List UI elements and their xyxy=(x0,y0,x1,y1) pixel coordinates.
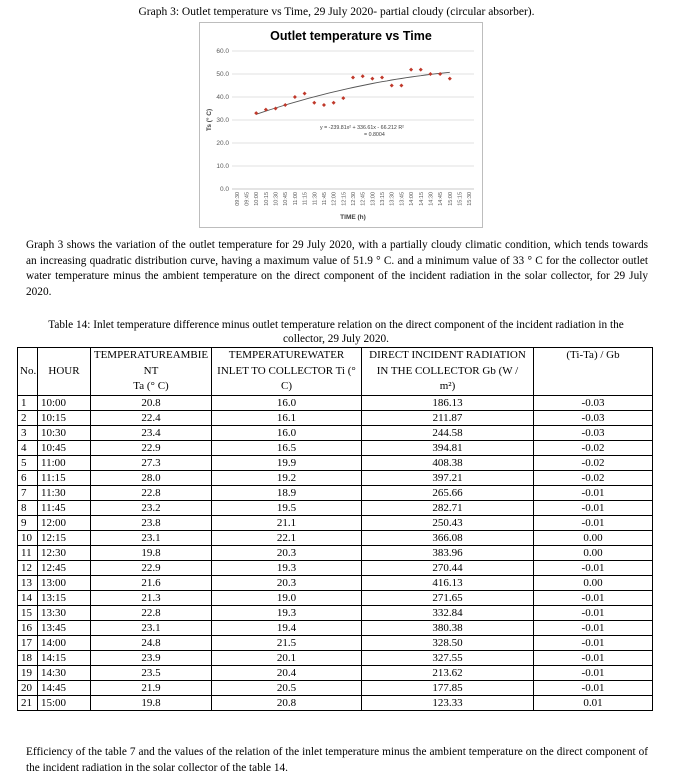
x-tick-label: 13:15 xyxy=(380,192,387,206)
header-hour: HOUR xyxy=(38,348,91,396)
row-number: 10 xyxy=(18,530,38,545)
table-row xyxy=(18,560,653,575)
row-number: 9 xyxy=(18,515,38,530)
row-inlet-temp: 16.0 xyxy=(212,425,362,440)
row-ratio: 0.00 xyxy=(534,575,653,590)
row-direct-radiation: 244.58 xyxy=(362,425,534,440)
data-point xyxy=(438,72,442,76)
table-row xyxy=(18,665,653,680)
header-ambient-temp: TEMPERATUREAMBIE NT Ta (° C) xyxy=(91,348,212,396)
y-tick-label: 20.0 xyxy=(216,140,229,147)
row-number: 16 xyxy=(18,620,38,635)
x-tick-label: 15:15 xyxy=(457,192,464,206)
data-point xyxy=(322,103,326,107)
row-inlet-temp: 19.3 xyxy=(212,605,362,620)
table-row xyxy=(18,530,653,545)
x-tick-label: 13:45 xyxy=(399,192,406,206)
row-inlet-temp: 20.1 xyxy=(212,650,362,665)
row-ambient-temp: 23.4 xyxy=(91,425,212,440)
row-number: 8 xyxy=(18,500,38,515)
x-tick-label: 14:15 xyxy=(418,192,425,206)
x-tick-label: 10:45 xyxy=(283,192,290,206)
row-hour: 10:00 xyxy=(38,395,91,410)
row-direct-radiation: 408.38 xyxy=(362,455,534,470)
row-direct-radiation: 186.13 xyxy=(362,395,534,410)
row-direct-radiation: 332.84 xyxy=(362,605,534,620)
row-direct-radiation: 397.21 xyxy=(362,470,534,485)
x-tick-label: 12:30 xyxy=(351,192,357,206)
row-hour: 12:30 xyxy=(38,545,91,560)
table-row xyxy=(18,695,653,710)
row-ambient-temp: 22.4 xyxy=(91,410,212,425)
row-direct-radiation: 270.44 xyxy=(362,560,534,575)
data-point xyxy=(303,92,307,96)
x-tick-label: 11:00 xyxy=(292,192,299,206)
row-direct-radiation: 213.62 xyxy=(362,665,534,680)
row-ratio: -0.01 xyxy=(534,680,653,695)
row-inlet-temp: 16.1 xyxy=(212,410,362,425)
row-hour: 13:45 xyxy=(38,620,91,635)
row-hour: 14:15 xyxy=(38,650,91,665)
row-inlet-temp: 19.4 xyxy=(212,620,362,635)
row-ambient-temp: 23.5 xyxy=(91,665,212,680)
row-ambient-temp: 21.6 xyxy=(91,575,212,590)
y-axis-label: Ts (° C) xyxy=(206,108,213,132)
x-tick-label: 14:30 xyxy=(428,192,435,206)
row-ambient-temp: 23.2 xyxy=(91,500,212,515)
row-hour: 12:45 xyxy=(38,560,91,575)
trend-r-squared: = 0.8004 xyxy=(364,132,385,138)
x-tick-label: 11:30 xyxy=(312,192,319,206)
table-caption: Table 14: Inlet temperature difference minus outlet temperature relation on the direct component of the incident radiation in the collector, 29 July 2020. xyxy=(48,319,624,345)
row-ratio: 0.00 xyxy=(534,530,653,545)
y-tick-label: 40.0 xyxy=(216,94,229,101)
row-ratio: -0.02 xyxy=(534,470,653,485)
row-ambient-temp: 24.8 xyxy=(91,635,212,650)
x-tick-label: 13:00 xyxy=(370,192,377,206)
data-point xyxy=(283,103,287,107)
row-ambient-temp: 23.1 xyxy=(91,620,212,635)
table-row xyxy=(18,635,653,650)
row-ambient-temp: 22.9 xyxy=(91,560,212,575)
header-inlet-temp: TEMPERATUREWATER INLET TO COLLECTOR Ti (° C) xyxy=(212,348,362,396)
row-ambient-temp: 22.8 xyxy=(91,485,212,500)
row-ratio: -0.01 xyxy=(534,635,653,650)
row-direct-radiation: 123.33 xyxy=(362,695,534,710)
row-number: 21 xyxy=(18,695,38,710)
row-hour: 14:00 xyxy=(38,635,91,650)
row-inlet-temp: 20.5 xyxy=(212,680,362,695)
row-number: 15 xyxy=(18,605,38,620)
row-hour: 11:00 xyxy=(38,455,91,470)
chart-title: Outlet temperature vs Time xyxy=(270,29,432,43)
row-number: 4 xyxy=(18,440,38,455)
x-tick-label: 15:00 xyxy=(447,192,454,206)
row-number: 2 xyxy=(18,410,38,425)
row-number: 12 xyxy=(18,560,38,575)
row-ratio: -0.03 xyxy=(534,425,653,440)
row-hour: 15:00 xyxy=(38,695,91,710)
row-number: 1 xyxy=(18,395,38,410)
row-number: 18 xyxy=(18,650,38,665)
header-ratio: (Ti-Ta) / Gb xyxy=(534,348,653,396)
table-row xyxy=(18,440,653,455)
row-ratio: -0.01 xyxy=(534,665,653,680)
table-row xyxy=(18,485,653,500)
table-row xyxy=(18,425,653,440)
row-ratio: -0.01 xyxy=(534,650,653,665)
table-row xyxy=(18,590,653,605)
graph-caption: Graph 3: Outlet temperature vs Time, 29 July 2020- partial cloudy (circular absorber). xyxy=(138,6,535,18)
row-hour: 13:00 xyxy=(38,575,91,590)
row-ratio: -0.01 xyxy=(534,515,653,530)
row-number: 11 xyxy=(18,545,38,560)
row-direct-radiation: 265.66 xyxy=(362,485,534,500)
x-tick-label: 10:30 xyxy=(273,192,280,206)
data-point xyxy=(428,72,432,76)
table-body xyxy=(18,395,653,710)
row-ambient-temp: 19.8 xyxy=(91,545,212,560)
data-table xyxy=(17,347,653,711)
row-inlet-temp: 21.5 xyxy=(212,635,362,650)
row-direct-radiation: 328.50 xyxy=(362,635,534,650)
x-tick-label: 11:15 xyxy=(302,192,309,206)
row-number: 13 xyxy=(18,575,38,590)
x-tick-label: 13:30 xyxy=(389,192,396,206)
row-ratio: -0.01 xyxy=(534,560,653,575)
row-number: 5 xyxy=(18,455,38,470)
x-tick-label: 12:15 xyxy=(341,192,348,206)
table-row xyxy=(18,605,653,620)
row-number: 19 xyxy=(18,665,38,680)
row-hour: 13:30 xyxy=(38,605,91,620)
row-ratio: -0.01 xyxy=(534,500,653,515)
table-row xyxy=(18,410,653,425)
row-number: 17 xyxy=(18,635,38,650)
data-point xyxy=(370,77,374,81)
row-inlet-temp: 19.5 xyxy=(212,500,362,515)
row-ratio: -0.03 xyxy=(534,410,653,425)
row-ratio: -0.01 xyxy=(534,620,653,635)
row-direct-radiation: 327.55 xyxy=(362,650,534,665)
data-point xyxy=(293,95,297,99)
row-hour: 14:30 xyxy=(38,665,91,680)
table-row xyxy=(18,620,653,635)
row-ratio: -0.02 xyxy=(534,455,653,470)
row-ambient-temp: 21.9 xyxy=(91,680,212,695)
table-header-row xyxy=(18,348,653,396)
row-inlet-temp: 20.4 xyxy=(212,665,362,680)
row-ambient-temp: 19.8 xyxy=(91,695,212,710)
row-number: 20 xyxy=(18,680,38,695)
y-tick-label: 50.0 xyxy=(216,71,229,78)
x-tick-label: 14:45 xyxy=(438,192,445,206)
row-hour: 12:00 xyxy=(38,515,91,530)
paragraph-graph3-description: Graph 3 shows the variation of the outlet temperature for 29 July 2020, with a partially cloudy climatic condition, which tends towards an increasing quadratic distribution curve, having a maximum value of 51.9 ° C. and a minimum value of 33 ° C for the collector outlet water temperature minus the ambient temperature on the direct component of the incident radiation in the solar collector, for 29 July 2020. xyxy=(26,239,648,298)
row-ambient-temp: 21.3 xyxy=(91,590,212,605)
paragraph-efficiency: Efficiency of the table 7 and the values of the relation of the inlet temperature minus the ambient temperature on the direct component of the incident radiation in the solar collector of the table 14. xyxy=(26,746,648,774)
x-tick-label: 15:30 xyxy=(467,192,474,206)
row-ratio: -0.03 xyxy=(534,395,653,410)
data-point xyxy=(380,75,384,79)
table-row xyxy=(18,515,653,530)
row-inlet-temp: 18.9 xyxy=(212,485,362,500)
row-inlet-temp: 20.3 xyxy=(212,545,362,560)
y-tick-label: 30.0 xyxy=(216,117,229,124)
row-ambient-temp: 22.8 xyxy=(91,605,212,620)
row-inlet-temp: 19.2 xyxy=(212,470,362,485)
data-point xyxy=(419,68,423,72)
row-direct-radiation: 416.13 xyxy=(362,575,534,590)
row-number: 6 xyxy=(18,470,38,485)
x-tick-label: 10:15 xyxy=(263,192,270,206)
table-row xyxy=(18,575,653,590)
row-hour: 10:45 xyxy=(38,440,91,455)
row-direct-radiation: 380.38 xyxy=(362,620,534,635)
row-inlet-temp: 19.9 xyxy=(212,455,362,470)
trend-equation: y = -239.81x² + 336.61x - 66.212 R² xyxy=(320,125,404,131)
row-ratio: -0.02 xyxy=(534,440,653,455)
x-tick-label: 14:00 xyxy=(409,192,416,206)
row-inlet-temp: 19.3 xyxy=(212,560,362,575)
row-inlet-temp: 19.0 xyxy=(212,590,362,605)
data-point xyxy=(254,111,258,115)
table-row xyxy=(18,455,653,470)
x-tick-label: 09:45 xyxy=(244,192,251,206)
row-ambient-temp: 22.9 xyxy=(91,440,212,455)
row-ratio: -0.01 xyxy=(534,485,653,500)
row-hour: 14:45 xyxy=(38,680,91,695)
row-ambient-temp: 23.9 xyxy=(91,650,212,665)
x-tick-label: 12:45 xyxy=(360,192,367,206)
row-hour: 11:45 xyxy=(38,500,91,515)
row-direct-radiation: 394.81 xyxy=(362,440,534,455)
row-hour: 10:15 xyxy=(38,410,91,425)
data-point xyxy=(332,101,336,105)
x-tick-label: 12:00 xyxy=(331,192,338,206)
row-inlet-temp: 16.5 xyxy=(212,440,362,455)
row-hour: 12:15 xyxy=(38,530,91,545)
data-point xyxy=(361,74,365,78)
row-direct-radiation: 271.65 xyxy=(362,590,534,605)
table-row xyxy=(18,680,653,695)
row-direct-radiation: 177.85 xyxy=(362,680,534,695)
x-tick-label: 10:00 xyxy=(254,192,261,206)
row-number: 7 xyxy=(18,485,38,500)
data-point xyxy=(274,107,278,111)
row-direct-radiation: 383.96 xyxy=(362,545,534,560)
data-point xyxy=(312,101,316,105)
row-ratio: -0.01 xyxy=(534,605,653,620)
outlet-temperature-chart xyxy=(199,22,483,228)
data-point xyxy=(351,75,355,79)
row-direct-radiation: 250.43 xyxy=(362,515,534,530)
row-direct-radiation: 211.87 xyxy=(362,410,534,425)
row-hour: 11:30 xyxy=(38,485,91,500)
table-row xyxy=(18,545,653,560)
table-row xyxy=(18,395,653,410)
table-row xyxy=(18,650,653,665)
data-point xyxy=(390,84,394,88)
row-ratio: 0.00 xyxy=(534,545,653,560)
data-point xyxy=(399,84,403,88)
row-ambient-temp: 27.3 xyxy=(91,455,212,470)
row-direct-radiation: 366.08 xyxy=(362,530,534,545)
data-point xyxy=(409,68,413,72)
data-point xyxy=(448,77,452,81)
y-tick-label: 10.0 xyxy=(216,163,229,170)
row-inlet-temp: 22.1 xyxy=(212,530,362,545)
row-inlet-temp: 20.8 xyxy=(212,695,362,710)
chart-svg xyxy=(200,23,482,227)
row-ambient-temp: 23.8 xyxy=(91,515,212,530)
row-ambient-temp: 20.8 xyxy=(91,395,212,410)
row-ratio: 0.01 xyxy=(534,695,653,710)
header-direct-radiation: DIRECT INCIDENT RADIATION IN THE COLLECTOR Gb (W / m²) xyxy=(362,348,534,396)
y-tick-label: 60.0 xyxy=(216,48,229,55)
x-tick-label: 11:45 xyxy=(321,192,328,206)
x-tick-label: 09:30 xyxy=(234,192,241,206)
row-inlet-temp: 16.0 xyxy=(212,395,362,410)
row-ambient-temp: 23.1 xyxy=(91,530,212,545)
row-ratio: -0.01 xyxy=(534,590,653,605)
row-ambient-temp: 28.0 xyxy=(91,470,212,485)
row-inlet-temp: 20.3 xyxy=(212,575,362,590)
row-hour: 10:30 xyxy=(38,425,91,440)
table-row xyxy=(18,500,653,515)
x-axis-label: TIME (h) xyxy=(340,214,366,221)
y-tick-label: 0.0 xyxy=(219,186,229,193)
row-hour: 13:15 xyxy=(38,590,91,605)
header-no: No. xyxy=(18,348,38,396)
row-number: 14 xyxy=(18,590,38,605)
table-row xyxy=(18,470,653,485)
row-inlet-temp: 21.1 xyxy=(212,515,362,530)
row-direct-radiation: 282.71 xyxy=(362,500,534,515)
row-number: 3 xyxy=(18,425,38,440)
row-hour: 11:15 xyxy=(38,470,91,485)
